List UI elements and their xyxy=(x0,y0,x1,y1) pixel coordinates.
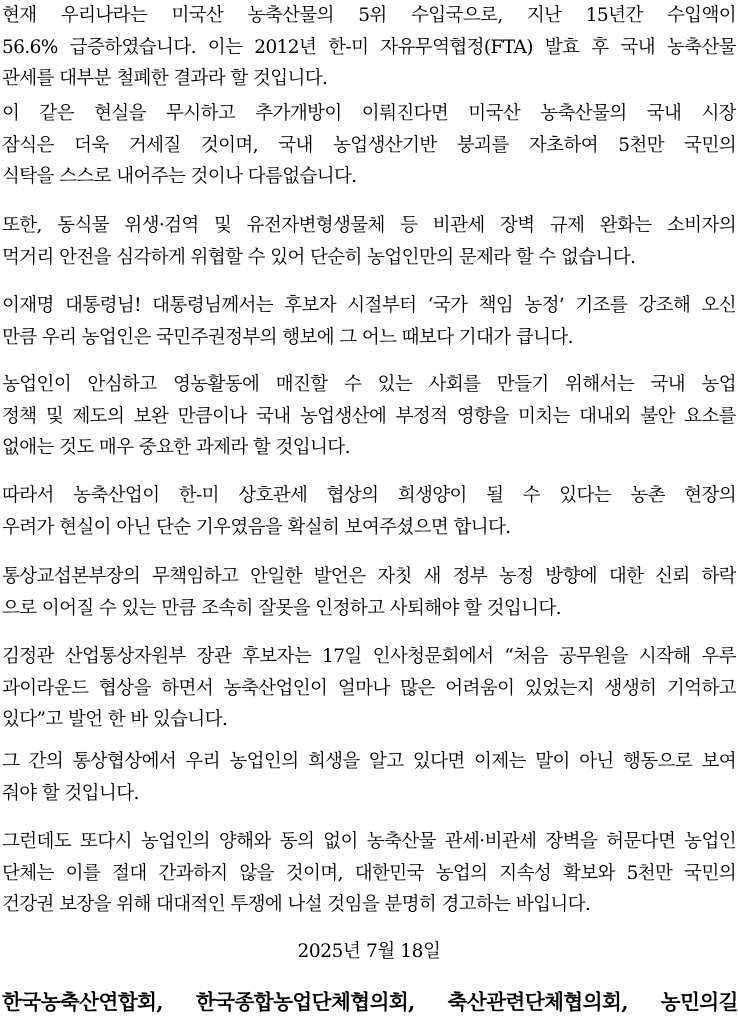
paragraph-6 xyxy=(2,480,736,543)
text-line: 김정관 산업통상자원부 장관 후보자는 17일 인사청문회에서 “처음 공무원을 시작해 우루 xyxy=(2,646,736,667)
text-line: 먹거리 안전을 심각하게 위협할 수 있어 단순히 농업인만의 문제라 할 수 없습니다. xyxy=(2,246,636,268)
paragraph-2 xyxy=(2,98,736,193)
signatory-organizations: 한국농축산연합회, 한국종합농업단체협의회, 축산관련단체협의회, 농민의길 xyxy=(2,990,738,1014)
text-line: 그런데도 또다시 농업인의 양해와 동의 없이 농축산물 관세·비관세 장벽을 허문다면 농업인 xyxy=(2,831,736,852)
text-line: 농업인이 안심하고 영농활동에 매진할 수 있는 사회를 만들기 위해서는 국내 농업 xyxy=(2,374,736,395)
text-line: 따라서 농축산업이 한-미 상호관세 협상의 희생양이 될 수 있다는 농촌 현장의 xyxy=(2,485,736,506)
text-line: 단체는 이를 절대 간과하지 않을 것이며, 대한민국 농업의 지속성 확보와 5천만 국민의 xyxy=(2,862,736,884)
paragraph-5 xyxy=(2,369,736,464)
text-line: 56.6% 급증하였습니다. 이는 2012년 한-미 자유무역협정(FTA) 발효 후 국내 농축산물 xyxy=(2,36,736,58)
text-line: 으로 이어질 수 있는 만큼 조속히 잘못을 인정하고 사퇴해야 할 것입니다. xyxy=(2,597,561,619)
paragraph-10 xyxy=(2,826,736,921)
text-line: 통상교섭본부장의 무책임하고 안일한 발언은 자칫 새 정부 농정 방향에 대한 신뢰 하락 xyxy=(2,566,736,587)
paragraph-3 xyxy=(2,210,736,273)
text-line: 우려가 현실이 아닌 단순 기우였음을 확실히 보여주셨으면 합니다. xyxy=(2,516,511,538)
text-line: 식탁을 스스로 내어주는 것이나 다름없습니다. xyxy=(2,166,357,187)
text-line: 과이라운드 협상을 하면서 농축산업인이 얼마나 많은 어려움이 있었는지 생생히 기억하고 xyxy=(2,677,736,699)
paragraph-8 xyxy=(2,641,736,736)
text-line: 그 간의 통상협상에서 우리 농업인의 희생을 알고 있다면 이제는 말이 아닌 행동으로 보여 xyxy=(2,751,736,772)
text-line: 잠식은 더욱 거세질 것이며, 국내 농업생산기반 붕괴를 자초하여 5천만 국민의 xyxy=(2,134,736,156)
text-line: 정책 및 제도의 보완 만큼이나 국내 농업생산에 부정적 영향을 미치는 대내외 불안 요소를 xyxy=(2,405,736,427)
text-line: 또한, 동식물 위생·검역 및 유전자변형생물체 등 비관세 장벽 규제 완화는 소비자의 xyxy=(2,215,736,236)
text-line: 줘야 할 것입니다. xyxy=(2,782,139,804)
text-line: 만큼 우리 농업인은 국민주권정부의 행보에 그 어느 때보다 기대가 큽니다. xyxy=(2,326,573,348)
statement-date: 2025년 7월 18일 xyxy=(297,941,441,962)
text-line: 건강권 보장을 위해 대대적인 투쟁에 나설 것임을 분명히 경고하는 바입니다. xyxy=(2,894,591,915)
paragraph-7 xyxy=(2,561,736,624)
text-line: 없애는 것도 매우 중요한 과제라 할 것입니다. xyxy=(2,437,350,458)
text-line: 있다”고 발언 한 바 있습니다. xyxy=(2,709,228,730)
text-line: 현재 우리나라는 미국산 농축산물의 5위 수입국으로, 지난 15년간 수입액이 xyxy=(2,5,736,26)
paragraph-9 xyxy=(2,746,736,809)
text-line: 이재명 대통령님! 대통령님께서는 후보자 시절부터 ‘국가 책임 농정’ 기조를 강조해 오신 xyxy=(2,295,736,316)
paragraph-1 xyxy=(2,0,736,95)
text-line: 관세를 대부분 철폐한 결과라 할 것입니다. xyxy=(2,68,328,89)
text-line: 이 같은 현실을 무시하고 추가개방이 이뤄진다면 미국산 농축산물의 국내 시장 xyxy=(2,103,736,124)
paragraph-4 xyxy=(2,290,736,353)
